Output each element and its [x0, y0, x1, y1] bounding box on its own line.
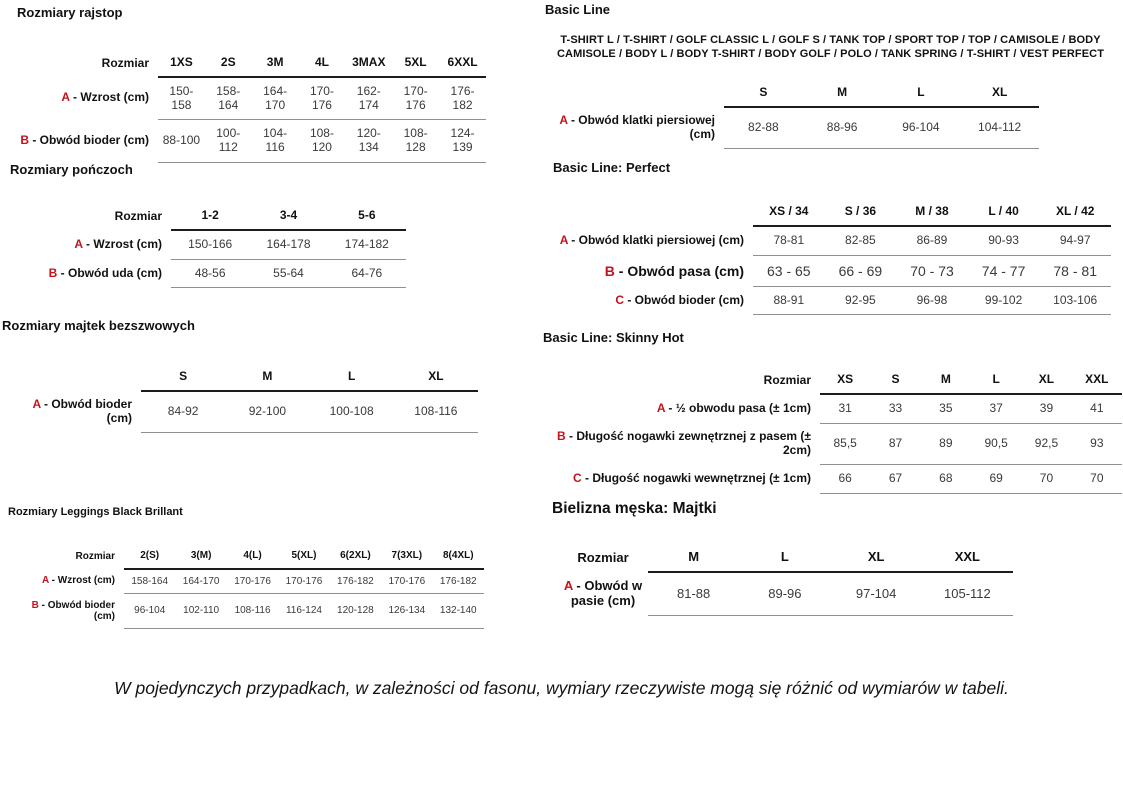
cell-value: 176-182: [433, 569, 484, 594]
footer-disclaimer: W pojedynczych przypadkach, w zależności od fasonu, wymiary rzeczywiste mogą się różnić od wymiarów w tabeli.: [114, 678, 1009, 698]
column-header: XL: [960, 82, 1039, 107]
cell-value: 170-176: [392, 77, 439, 120]
cell-value: 100-112: [205, 120, 252, 163]
column-header: L: [971, 369, 1021, 394]
column-header: 5XL: [392, 52, 439, 77]
table-row: [545, 107, 1039, 149]
cell-value: 70: [1072, 465, 1122, 494]
row-label: B - Długość nogawki zewnętrznej z pasem (± 2cm): [557, 429, 811, 457]
table-skinny-hot: [545, 369, 1122, 494]
column-header: XXL: [1072, 369, 1122, 394]
column-header: M: [921, 369, 971, 394]
cell-value: 70 - 73: [896, 255, 968, 286]
table-row: [25, 259, 406, 288]
row-label: B - Obwód uda (cm): [48, 265, 162, 280]
cell-value: 116-124: [278, 594, 329, 629]
row-label: B - Obwód bioder (cm): [31, 599, 115, 622]
cell-value: 150-166: [171, 230, 249, 259]
column-header: XL: [1021, 369, 1071, 394]
column-header: XL: [831, 546, 922, 572]
cell-value: 126-134: [381, 594, 432, 629]
row-label: A - ½ obwodu pasa (± 1cm): [656, 400, 811, 415]
cell-value: 100-108: [310, 391, 394, 433]
column-header: S: [141, 366, 225, 391]
header-row: [2, 366, 478, 391]
table-row: [10, 594, 484, 629]
header-row: [545, 201, 1111, 226]
cell-value: 92,5: [1021, 423, 1071, 465]
cell-value: 89-96: [739, 572, 830, 616]
cell-value: 96-104: [882, 107, 961, 149]
row-label: C - Obwód bioder (cm): [615, 292, 744, 307]
dimension-letter: B: [31, 599, 39, 611]
table-basic-line-perfect: [545, 201, 1111, 315]
cell-value: 33: [870, 394, 920, 423]
cell-value: 89: [921, 423, 971, 465]
cell-value: 70: [1021, 465, 1071, 494]
size-row-header: [545, 201, 753, 226]
section-title-basic-line-perfect: Basic Line: Perfect: [553, 160, 671, 175]
section-title-skinny-hot: Basic Line: Skinny Hot: [543, 330, 684, 345]
cell-value: 88-91: [753, 286, 825, 315]
column-header: 3-4: [249, 205, 327, 230]
table-row: [2, 391, 478, 433]
table-row: [558, 572, 1013, 616]
cell-value: 81-88: [648, 572, 739, 616]
cell-value: 164-170: [175, 569, 226, 594]
cell-value: 64-76: [328, 259, 406, 288]
cell-value: 68: [921, 465, 971, 494]
row-label: B - Obwód bioder (cm): [20, 133, 149, 148]
dimension-letter: A: [559, 232, 568, 247]
cell-value: 164-170: [252, 77, 299, 120]
column-header: XS / 34: [753, 201, 825, 226]
table-bielizna-meska-majtki: [558, 546, 1013, 616]
table-row: [545, 465, 1122, 494]
column-header: XS: [820, 369, 870, 394]
cell-value: 66: [820, 465, 870, 494]
cell-value: 67: [870, 465, 920, 494]
cell-value: 31: [820, 394, 870, 423]
dimension-letter: B: [48, 265, 58, 280]
dimension-letter: A: [656, 400, 666, 415]
size-row-header: Rozmiar: [577, 549, 629, 565]
row-label: A - Obwód w pasie (cm): [563, 577, 643, 608]
column-header: L: [310, 366, 394, 391]
cell-value: 92-100: [225, 391, 309, 433]
cell-value: 97-104: [831, 572, 922, 616]
cell-value: 132-140: [433, 594, 484, 629]
column-header: XL: [394, 366, 478, 391]
dimension-letter: C: [615, 292, 624, 307]
dimension-letter: C: [573, 471, 582, 486]
table-leggings-black-brillant: [10, 544, 484, 629]
column-header: L: [882, 82, 961, 107]
row-label: B - Obwód pasa (cm): [604, 262, 744, 279]
cell-value: 96-104: [124, 594, 175, 629]
column-header: M: [648, 546, 739, 572]
column-header: 1XS: [158, 52, 205, 77]
table-row: [25, 230, 406, 259]
table-row: [545, 286, 1111, 315]
cell-value: 92-95: [825, 286, 897, 315]
header-row: [545, 82, 1039, 107]
cell-value: 74 - 77: [968, 255, 1040, 286]
dimension-letter: A: [42, 575, 49, 587]
cell-value: 108-128: [392, 120, 439, 163]
cell-value: 66 - 69: [825, 255, 897, 286]
header-row: [558, 546, 1013, 572]
cell-value: 108-116: [394, 391, 478, 433]
cell-value: 120-128: [330, 594, 381, 629]
row-label: A - Obwód klatki piersiowej (cm): [559, 112, 715, 141]
header-row: [25, 205, 406, 230]
cell-value: 90,5: [971, 423, 1021, 465]
cell-value: 78-81: [753, 226, 825, 255]
cell-value: 174-182: [328, 230, 406, 259]
dimension-letter: A: [32, 396, 41, 411]
column-header: 3M: [252, 52, 299, 77]
column-header: 7(3XL): [381, 544, 432, 569]
size-row-header: Rozmiar: [75, 550, 115, 562]
cell-value: 94-97: [1039, 226, 1111, 255]
row-label: C - Długość nogawki wewnętrznej (± 1cm): [573, 471, 811, 486]
cell-value: 86-89: [896, 226, 968, 255]
cell-value: 90-93: [968, 226, 1040, 255]
size-row-header: Rozmiar: [763, 372, 811, 387]
section-title-rajstop: Rozmiary rajstop: [17, 5, 123, 20]
column-header: L: [739, 546, 830, 572]
table-row: [545, 226, 1111, 255]
cell-value: 35: [921, 394, 971, 423]
size-row-header: Rozmiar: [114, 208, 162, 223]
column-header: M: [803, 82, 882, 107]
column-header: 4(L): [227, 544, 278, 569]
table-row: [10, 569, 484, 594]
cell-value: 63 - 65: [753, 255, 825, 286]
column-header: M / 38: [896, 201, 968, 226]
cell-value: 120-134: [345, 120, 392, 163]
column-header: 3MAX: [345, 52, 392, 77]
cell-value: 170-176: [299, 77, 346, 120]
cell-value: 103-106: [1039, 286, 1111, 315]
row-label: A - Wzrost (cm): [42, 575, 115, 587]
cell-value: 158-164: [205, 77, 252, 120]
row-label: A - Wzrost (cm): [74, 236, 162, 251]
table-majtek-bezszwowe: [2, 366, 478, 433]
column-header: 5-6: [328, 205, 406, 230]
cell-value: 176-182: [439, 77, 486, 120]
dimension-letter: A: [61, 90, 70, 105]
cell-value: 108-120: [299, 120, 346, 163]
cell-value: 55-64: [249, 259, 327, 288]
row-label: A - Obwód klatki piersiowej (cm): [559, 232, 744, 247]
column-header: L / 40: [968, 201, 1040, 226]
cell-value: 39: [1021, 394, 1071, 423]
cell-value: 162-174: [345, 77, 392, 120]
header-row: [10, 52, 486, 77]
row-label: A - Obwód bioder (cm): [32, 396, 132, 425]
table-row: [545, 423, 1122, 465]
dimension-letter: A: [559, 112, 568, 127]
column-header: 6XXL: [439, 52, 486, 77]
section-title-ponczoch: Rozmiary pończoch: [10, 162, 133, 177]
column-header: 8(4XL): [433, 544, 484, 569]
section-title-bielizna-meska: Bielizna męska: Majtki: [552, 500, 717, 517]
column-header: XXL: [922, 546, 1013, 572]
dimension-letter: B: [557, 429, 566, 444]
size-row-header: [545, 82, 724, 107]
column-header: S: [870, 369, 920, 394]
section-title-leggings: Rozmiary Leggings Black Brillant: [8, 506, 183, 518]
row-label: A - Wzrost (cm): [61, 90, 149, 105]
column-header: 2(S): [124, 544, 175, 569]
table-row: [10, 77, 486, 120]
header-row: [10, 544, 484, 569]
table-row: [10, 120, 486, 163]
table-basic-line: [545, 82, 1039, 149]
dimension-letter: B: [604, 262, 615, 279]
cell-value: 37: [971, 394, 1021, 423]
column-header: M: [225, 366, 309, 391]
cell-value: 88-100: [158, 120, 205, 163]
cell-value: 105-112: [922, 572, 1013, 616]
section-title-basic-line: Basic Line: [545, 2, 611, 17]
cell-value: 108-116: [227, 594, 278, 629]
cell-value: 82-85: [825, 226, 897, 255]
size-row-header: Rozmiar: [101, 55, 149, 70]
cell-value: 104-112: [960, 107, 1039, 149]
table-row: [545, 255, 1111, 286]
table-rajstop: [10, 52, 486, 163]
cell-value: 41: [1072, 394, 1122, 423]
cell-value: 164-178: [249, 230, 327, 259]
cell-value: 150-158: [158, 77, 205, 120]
column-header: XL / 42: [1039, 201, 1111, 226]
cell-value: 85,5: [820, 423, 870, 465]
cell-value: 87: [870, 423, 920, 465]
cell-value: 88-96: [803, 107, 882, 149]
cell-value: 158-164: [124, 569, 175, 594]
cell-value: 99-102: [968, 286, 1040, 315]
cell-value: 96-98: [896, 286, 968, 315]
column-header: S / 36: [825, 201, 897, 226]
column-header: 4L: [299, 52, 346, 77]
cell-value: 93: [1072, 423, 1122, 465]
basic-line-product-list: T-SHIRT L / T-SHIRT / GOLF CLASSIC L / GOLF S / TANK TOP / SPORT TOP / TOP / CAMISOLE / BODY CAMISOLE / BODY L / BODY T-SHIRT / BODY GOLF / POLO / TANK SPRING / T-SHIRT / VEST PERFECT: [556, 34, 1105, 61]
cell-value: 102-110: [175, 594, 226, 629]
cell-value: 170-176: [227, 569, 278, 594]
cell-value: 176-182: [330, 569, 381, 594]
cell-value: 78 - 81: [1039, 255, 1111, 286]
column-header: 3(M): [175, 544, 226, 569]
cell-value: 82-88: [724, 107, 803, 149]
dimension-letter: A: [74, 236, 83, 251]
cell-value: 170-176: [278, 569, 329, 594]
cell-value: 84-92: [141, 391, 225, 433]
column-header: 5(XL): [278, 544, 329, 569]
dimension-letter: B: [20, 133, 29, 148]
column-header: 6(2XL): [330, 544, 381, 569]
column-header: 1-2: [171, 205, 249, 230]
cell-value: 48-56: [171, 259, 249, 288]
header-row: [545, 369, 1122, 394]
cell-value: 124-139: [439, 120, 486, 163]
cell-value: 170-176: [381, 569, 432, 594]
table-row: [545, 394, 1122, 423]
dimension-letter: A: [563, 577, 573, 593]
table-ponczoch: [25, 205, 406, 288]
cell-value: 69: [971, 465, 1021, 494]
column-header: S: [724, 82, 803, 107]
section-title-majtek: Rozmiary majtek bezszwowych: [2, 318, 195, 333]
column-header: 2S: [205, 52, 252, 77]
cell-value: 104-116: [252, 120, 299, 163]
size-row-header: [2, 366, 141, 391]
